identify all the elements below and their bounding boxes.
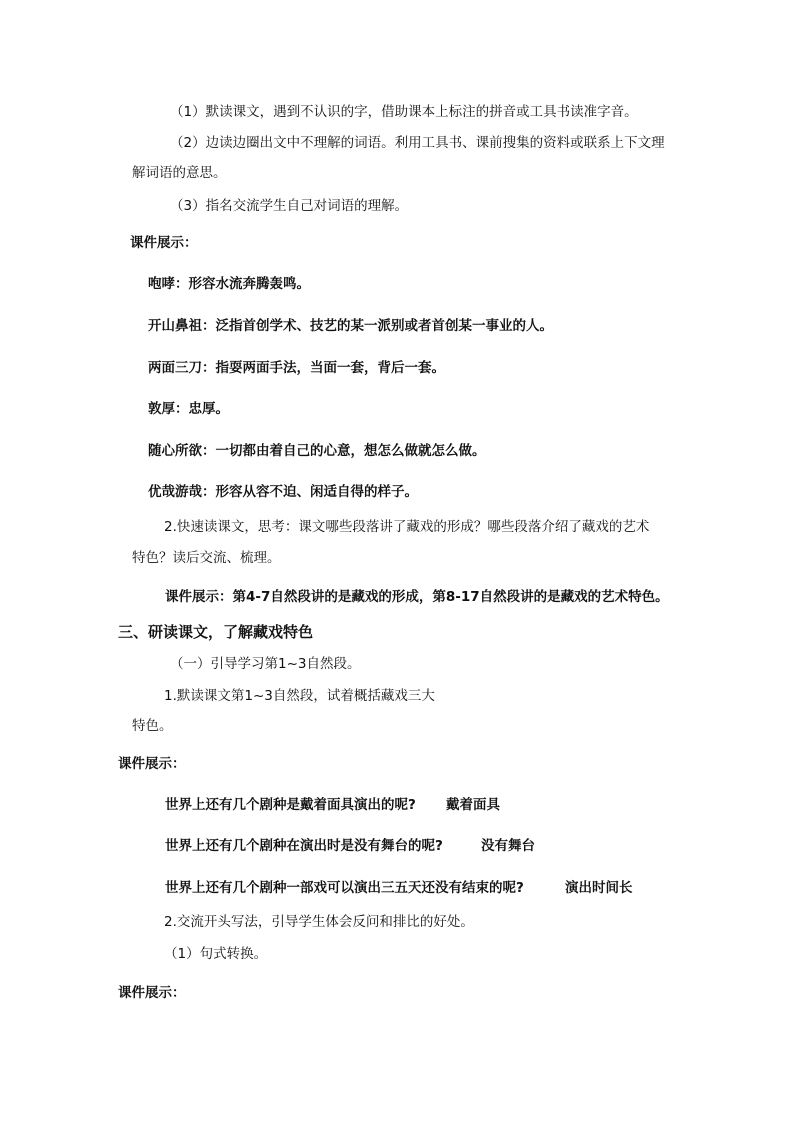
feature-question: 世界上还有几个剧种是戴着面具演出的呢? [165, 797, 416, 813]
courseware-label: 课件展示： [118, 756, 186, 772]
task-1-cont: 特色。 [132, 718, 173, 734]
feature-answer: 没有舞台 [481, 838, 535, 854]
vocab-item: 咆哮：形容水流奔腾轰鸣。 [148, 276, 310, 292]
courseware-answer: 课件展示：第4-7自然段讲的是藏戏的形成，第8-17自然段讲的是藏戏的艺术特色。 [165, 589, 669, 605]
vocab-item: 优哉游哉：形容从容不迫、闲适自得的样子。 [148, 484, 418, 500]
vocab-item: 随心所欲：一切都由着自己的心意，想怎么做就怎么做。 [148, 443, 486, 459]
question-2: 2.快速读课文，思考：课文哪些段落讲了藏戏的形成？哪些段落介绍了藏戏的艺术 [164, 519, 650, 535]
task-2: 2.交流开头写法，引导学生体会反问和排比的好处。 [164, 914, 474, 930]
paragraph-step-2: （2）边读边圈出文中不理解的词语。利用工具书、课前搜集的资料或联系上下文理 [170, 135, 665, 151]
section-heading: 三、研读课文，了解藏戏特色 [118, 623, 314, 641]
question-2-cont: 特色？读后交流、梳理。 [132, 550, 281, 566]
paragraph-step-2-cont: 解词语的意思。 [132, 165, 227, 181]
vocab-item: 开山鼻祖：泛指首创学术、技艺的某一派别或者首创某一事业的人。 [148, 318, 553, 334]
task-1: 1.默读课文第1~3自然段，试着概括藏戏三大 [164, 688, 435, 704]
feature-question: 世界上还有几个剧种一部戏可以演出三五天还没有结束的呢? [165, 880, 524, 896]
feature-question: 世界上还有几个剧种在演出时是没有舞台的呢? [165, 838, 443, 854]
paragraph-step-1: （1）默读课文，遇到不认识的字，借助课本上标注的拼音或工具书读准字音。 [170, 104, 638, 120]
vocab-item: 两面三刀：指耍两面手法，当面一套，背后一套。 [148, 360, 445, 376]
task-2-sub: （1）句式转换。 [164, 946, 268, 962]
courseware-label: 课件展示： [130, 235, 198, 251]
courseware-label: 课件展示： [118, 985, 186, 1001]
paragraph-step-3: （3）指名交流学生自己对词语的理解。 [170, 198, 409, 214]
guide-heading: （一）引导学习第1~3自然段。 [170, 656, 361, 672]
vocab-item: 敦厚：忠厚。 [148, 401, 229, 417]
feature-answer: 演出时间长 [565, 880, 633, 896]
feature-answer: 戴着面具 [446, 797, 500, 813]
